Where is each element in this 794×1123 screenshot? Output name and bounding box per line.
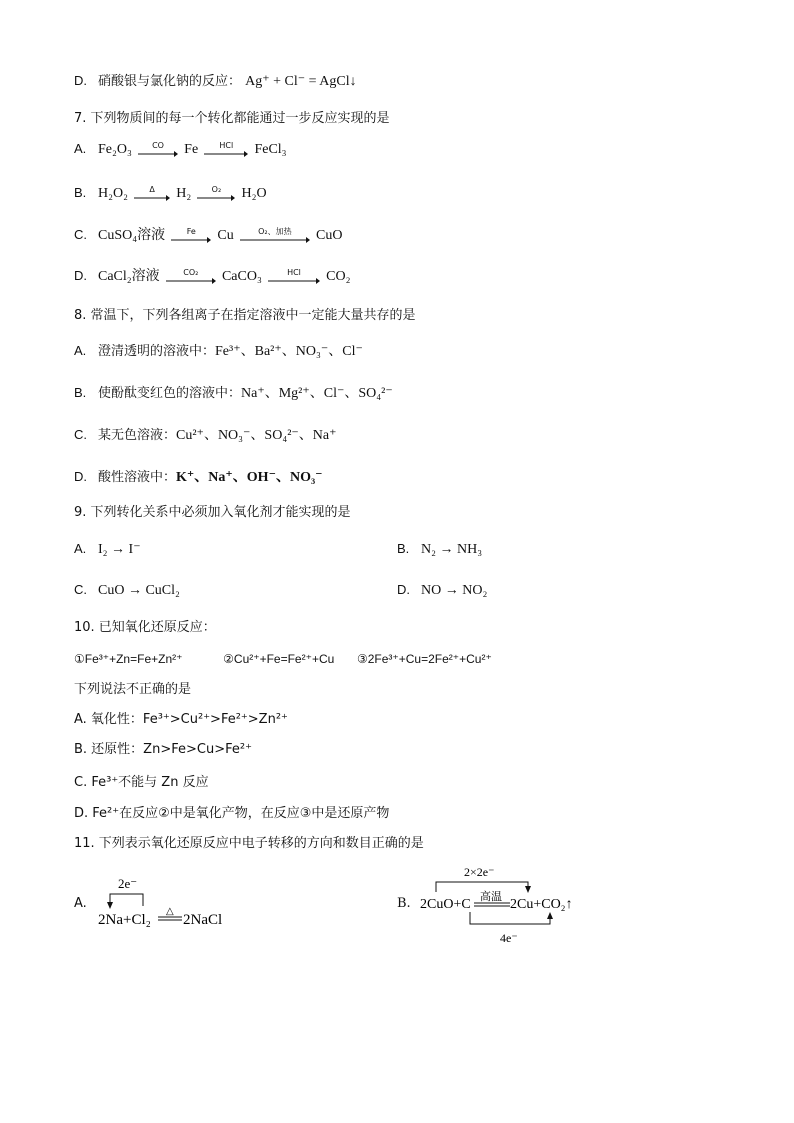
reaction-arrow bbox=[240, 228, 310, 243]
species: Fe₂O₃ bbox=[98, 142, 132, 157]
electron-count: 2e⁻ bbox=[118, 876, 138, 891]
species: Fe bbox=[184, 142, 199, 157]
option-label: B. bbox=[74, 385, 87, 400]
q6-option-d bbox=[74, 72, 357, 91]
q7-stem: 7. 下列物质间的每一个转化都能通过一步反应实现的是 bbox=[74, 111, 390, 126]
q11-option-a-label: A. bbox=[74, 896, 87, 911]
species: FeCl₃ bbox=[254, 142, 287, 157]
q9-option-a bbox=[74, 540, 141, 559]
q8-option-d bbox=[74, 468, 323, 487]
species: Cu bbox=[217, 228, 234, 243]
reaction-1: ①Fe³⁺+Zn=Fe+Zn²⁺ bbox=[74, 652, 183, 666]
q10-stem: 10. 已知氧化还原反应： bbox=[74, 620, 216, 635]
conversion: NO → NO₂ bbox=[421, 583, 488, 598]
arrow-condition: Δ bbox=[149, 185, 155, 194]
q8-option-c bbox=[74, 426, 337, 445]
option-label: D. bbox=[74, 268, 87, 283]
top-electron-count: 2×2e⁻ bbox=[464, 865, 495, 879]
reaction-arrow bbox=[204, 142, 248, 157]
q8-stem: 8. 常温下，下列各组离子在指定溶液中一定能大量共存的是 bbox=[74, 308, 416, 323]
option-condition: 酸性溶液中： bbox=[98, 470, 177, 485]
option-label: B. bbox=[74, 185, 87, 200]
rhs: 2NaCl bbox=[183, 912, 223, 928]
q10-option-b: B. 还原性：Zn>Fe>Cu>Fe²⁺ bbox=[74, 742, 252, 757]
reaction-arrow bbox=[197, 186, 235, 201]
option-label: A. bbox=[74, 541, 87, 556]
species: H₂O₂ bbox=[98, 186, 128, 201]
lhs: 2CuO+C bbox=[420, 897, 471, 912]
option-condition: 使酚酞变红色的溶液中： bbox=[98, 386, 242, 401]
bottom-electron-count: 4e⁻ bbox=[500, 931, 518, 945]
option-label: D. bbox=[74, 469, 87, 484]
q8-option-b bbox=[74, 384, 393, 403]
species: H₂O bbox=[241, 186, 267, 201]
condition: △ bbox=[166, 906, 174, 917]
conversion: I₂ → I⁻ bbox=[98, 542, 141, 557]
reaction-arrow bbox=[134, 186, 170, 201]
species: CO₂ bbox=[326, 269, 351, 284]
species: H₂ bbox=[176, 186, 192, 201]
option-label: D. bbox=[397, 582, 410, 597]
reaction-arrow bbox=[138, 142, 178, 157]
rhs: 2Cu+CO₂↑ bbox=[510, 897, 573, 912]
ion-list: Fe³⁺、Ba²⁺、NO₃⁻、Cl⁻ bbox=[215, 344, 363, 359]
reaction-3: ③2Fe³⁺+Cu=2Fe²⁺+Cu²⁺ bbox=[356, 652, 492, 666]
lhs: 2Na+Cl₂ bbox=[98, 912, 151, 928]
reaction-arrow bbox=[171, 228, 211, 243]
arrow-condition: CO₂ bbox=[183, 268, 199, 277]
q10-reactions bbox=[74, 650, 492, 668]
q7-option-b bbox=[74, 184, 267, 203]
conversion: CuO → CuCl₂ bbox=[98, 583, 180, 598]
option-condition: 澄清透明的溶液中： bbox=[98, 344, 216, 359]
option-label: C. bbox=[74, 227, 87, 242]
reaction-2: ②Cu²⁺+Fe=Fe²⁺+Cu bbox=[223, 652, 335, 666]
q7-option-d bbox=[74, 267, 350, 286]
option-condition: 某无色溶液： bbox=[98, 428, 177, 443]
q10-option-a: A. 氧化性：Fe³⁺>Cu²⁺>Fe²⁺>Zn²⁺ bbox=[74, 712, 288, 727]
option-label: D. bbox=[74, 73, 87, 88]
q9-option-d bbox=[397, 581, 487, 600]
q11-option-b-label: B. bbox=[397, 896, 411, 911]
option-label: C. bbox=[74, 582, 87, 597]
q8-option-a bbox=[74, 342, 363, 361]
ion-list: K⁺、Na⁺、OH⁻、NO₃⁻ bbox=[176, 470, 323, 485]
reaction-arrow bbox=[166, 269, 216, 284]
q7-option-a bbox=[74, 140, 287, 159]
species: CaCO₃ bbox=[221, 269, 262, 284]
q7-option-c bbox=[74, 226, 342, 245]
q9-option-b bbox=[397, 540, 482, 559]
ion-list: Na⁺、Mg²⁺、Cl⁻、SO₄²⁻ bbox=[241, 386, 393, 401]
option-label: A. bbox=[74, 343, 87, 358]
condition: 高温 bbox=[480, 890, 502, 903]
q11-option-a-diagram bbox=[96, 872, 256, 940]
q10-option-d: D. Fe²⁺在反应②中是氧化产物，在反应③中是还原产物 bbox=[74, 806, 390, 821]
option-label: A. bbox=[74, 141, 87, 156]
q9-option-c bbox=[74, 581, 180, 600]
arrow-condition: CO bbox=[152, 141, 164, 150]
q10-ask: 下列说法不正确的是 bbox=[74, 682, 192, 697]
q11-option-b-diagram bbox=[418, 860, 588, 950]
arrow-condition: HCl bbox=[287, 268, 301, 277]
species: CuO bbox=[316, 228, 343, 243]
ion-list: Cu²⁺、NO₃⁻、SO₄²⁻、Na⁺ bbox=[176, 428, 337, 443]
conversion: N₂ → NH₃ bbox=[421, 542, 483, 557]
arrow-condition: O₂、加热 bbox=[258, 227, 292, 236]
option-text: 硝酸银与氯化钠的反应： bbox=[98, 74, 242, 89]
species: CuSO₄溶液 bbox=[98, 228, 166, 243]
arrow-condition: Fe bbox=[186, 227, 196, 236]
species: CaCl₂溶液 bbox=[98, 269, 160, 284]
arrow-condition: HCl bbox=[219, 141, 234, 150]
q9-stem: 9. 下列转化关系中必须加入氧化剂才能实现的是 bbox=[74, 505, 351, 520]
q10-option-c: C. Fe³⁺不能与 Zn 反应 bbox=[74, 775, 209, 790]
option-label: B. bbox=[397, 541, 410, 556]
q11-stem: 11. 下列表示氧化还原反应中电子转移的方向和数目正确的是 bbox=[74, 836, 424, 851]
arrow-condition: O₂ bbox=[211, 185, 222, 194]
reaction-arrow bbox=[268, 269, 320, 284]
option-label: C. bbox=[74, 427, 87, 442]
equation: Ag⁺ + Cl⁻ = AgCl↓ bbox=[245, 74, 357, 89]
